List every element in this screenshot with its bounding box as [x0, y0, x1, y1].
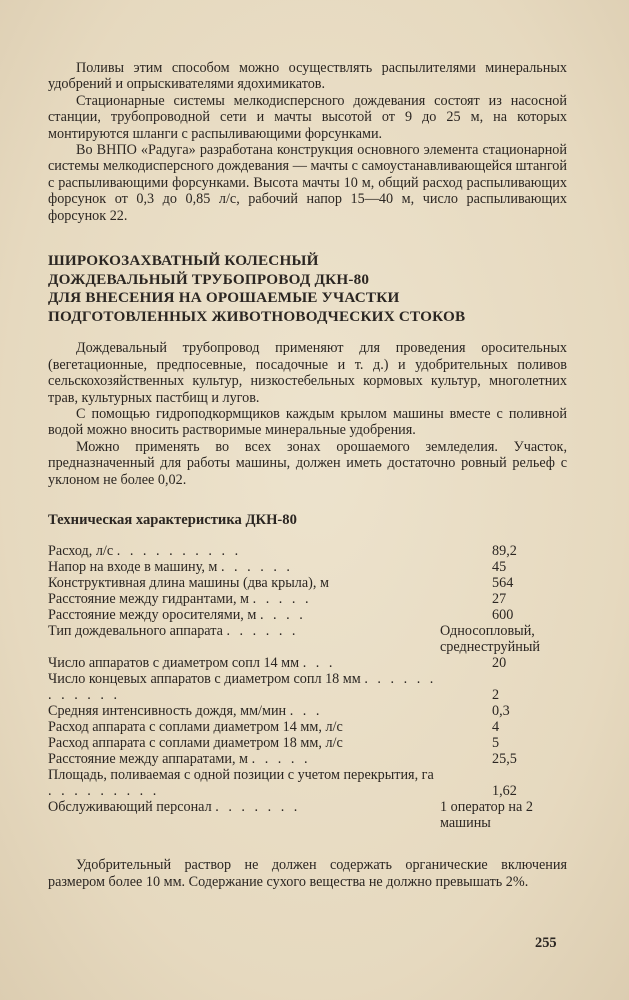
- table-row: [48, 607, 568, 623]
- spec-value: 5: [492, 735, 500, 752]
- spec-label: Число аппаратов с диаметром сопл 14 мм: [48, 655, 300, 672]
- spec-label: Средняя интенсивность дождя, мм/мин: [48, 703, 287, 720]
- leader-dots: . . . . . .: [226, 623, 299, 640]
- intro-paragraph-1: Поливы этим способом можно осуществлять распылителями минеральных удобрений и опрыскивателями ядохимикатов.: [48, 60, 567, 93]
- closing-paragraph: Удобрительный раствор не должен содержать органические включения размером более 10 мм. Содержание сухого вещества не должно превышать 2%.: [48, 857, 567, 890]
- leader-dots: . . . . .: [252, 591, 312, 608]
- table-row: [48, 735, 568, 751]
- spec-value: 1,62: [492, 783, 517, 800]
- body-paragraph-1: Дождевальный трубопровод применяют для проведения оросительных (вегетационные, предпосевные, посадочные и т. д.) и удобрительных поливов сельскохозяйственных культур, низкостебельных кормовых культур, многолетних трав, культурных пастбищ и лугов.: [48, 340, 567, 406]
- table-row: [48, 559, 568, 575]
- spec-label: Тип дождевального аппарата: [48, 623, 223, 640]
- spec-value: 45: [492, 559, 507, 576]
- table-row: [48, 671, 568, 703]
- table-row: [48, 543, 568, 559]
- leader-dots: . . . .: [259, 607, 306, 624]
- leader-dots: . . . . . .: [220, 559, 293, 576]
- table-row: [48, 719, 568, 735]
- specs-table: [48, 543, 568, 831]
- table-row: [48, 655, 568, 671]
- spec-value: 4: [492, 719, 500, 736]
- spec-value: 27: [492, 591, 507, 608]
- table-row: [48, 751, 568, 767]
- spec-value: Односопловый, среднеструйный: [440, 623, 540, 656]
- leader-dots: . . . . . . .: [215, 799, 301, 816]
- section-heading: [48, 252, 567, 326]
- body-paragraph-2: С помощью гидроподкормщиков каждым крылом машины вместе с поливной водой можно вносить растворимые минеральные удобрения.: [48, 406, 567, 439]
- table-row: [48, 799, 568, 831]
- leader-dots: . . .: [289, 703, 323, 720]
- spec-label: Расстояние между гидрантами, м: [48, 591, 250, 608]
- spec-label: Расстояние между аппаратами, м: [48, 751, 249, 768]
- table-row: [48, 623, 568, 655]
- spec-value: 2: [492, 687, 500, 704]
- intro-paragraph-3: Во ВНПО «Радуга» разработана конструкция основного элемента стационарной системы мелкодисперсного дождевания — мачты с самоустанавливающейся штангой с распыливающими форсунками. Высота мачты 10 м, общий расход распыливающих форсунок от 0,3 до 0,85 л/с, рабочий напор 15—40 м, число распыливающих форсунок 22.: [48, 142, 567, 224]
- spec-value: 20: [492, 655, 507, 672]
- spec-value: 600: [492, 607, 514, 624]
- spec-label: Расход аппарата с соплами диаметром 14 мм, л/с: [48, 719, 343, 736]
- spec-value: 25,5: [492, 751, 517, 768]
- intro-paragraph-2: Стационарные системы мелкодисперсного дождевания состоят из насосной станции, трубопроводной сети и мачты высотой от 9 до 25 м, на которых монтируются шланги с распыливающими форсунками.: [48, 92, 567, 142]
- spec-label: Напор на входе в машину, м: [48, 559, 218, 576]
- heading-line-4: ПОДГОТОВЛЕННЫХ ЖИВОТНОВОДЧЕСКИХ СТОКОВ: [48, 307, 466, 325]
- table-row: [48, 767, 568, 799]
- heading-line-3: ДЛЯ ВНЕСЕНИЯ НА ОРОШАЕМЫЕ УЧАСТКИ: [48, 289, 400, 307]
- spec-value: 564: [492, 575, 514, 592]
- spec-value: 89,2: [492, 543, 517, 560]
- leader-dots: . . . . .: [251, 751, 311, 768]
- leader-dots: . . . . . . . . . . . .: [48, 671, 437, 704]
- heading-line-2: ДОЖДЕВАЛЬНЫЙ ТРУБОПРОВОД ДКН-80: [48, 270, 370, 288]
- spec-label: Расстояние между оросителями, м: [48, 607, 257, 624]
- spec-value: 0,3: [492, 703, 510, 720]
- heading-line-1: ШИРОКОЗАХВАТНЫЙ КОЛЕСНЫЙ: [48, 252, 319, 270]
- table-row: [48, 591, 568, 607]
- spec-label: Число концевых аппаратов с диаметром сопл 18 мм: [48, 671, 361, 688]
- spec-label: Площадь, поливаемая с одной позиции с учетом перекрытия, га: [48, 767, 434, 784]
- page-number: 255: [535, 935, 557, 951]
- spec-label: Обслуживающий персонал: [48, 799, 212, 816]
- table-row: [48, 703, 568, 719]
- spec-label: Конструктивная длина машины (два крыла), м: [48, 575, 329, 592]
- spec-label: Расход аппарата с соплами диаметром 18 мм, л/с: [48, 735, 343, 752]
- leader-dots: . . . . . . . . . .: [116, 543, 242, 560]
- leader-dots: . . .: [302, 655, 336, 672]
- table-row: [48, 575, 568, 591]
- spec-label: Расход, л/с: [48, 543, 114, 560]
- spec-value: 1 оператор на 2 машины: [440, 799, 533, 832]
- spec-title: Техническая характеристика ДКН-80: [48, 512, 297, 529]
- leader-dots: . . . . . . . . .: [48, 783, 160, 800]
- body-paragraph-3: Можно применять во всех зонах орошаемого земледелия. Участок, предназначенный для работы машины, должен иметь достаточно ровный рельеф с уклоном не более 0,02.: [48, 438, 567, 488]
